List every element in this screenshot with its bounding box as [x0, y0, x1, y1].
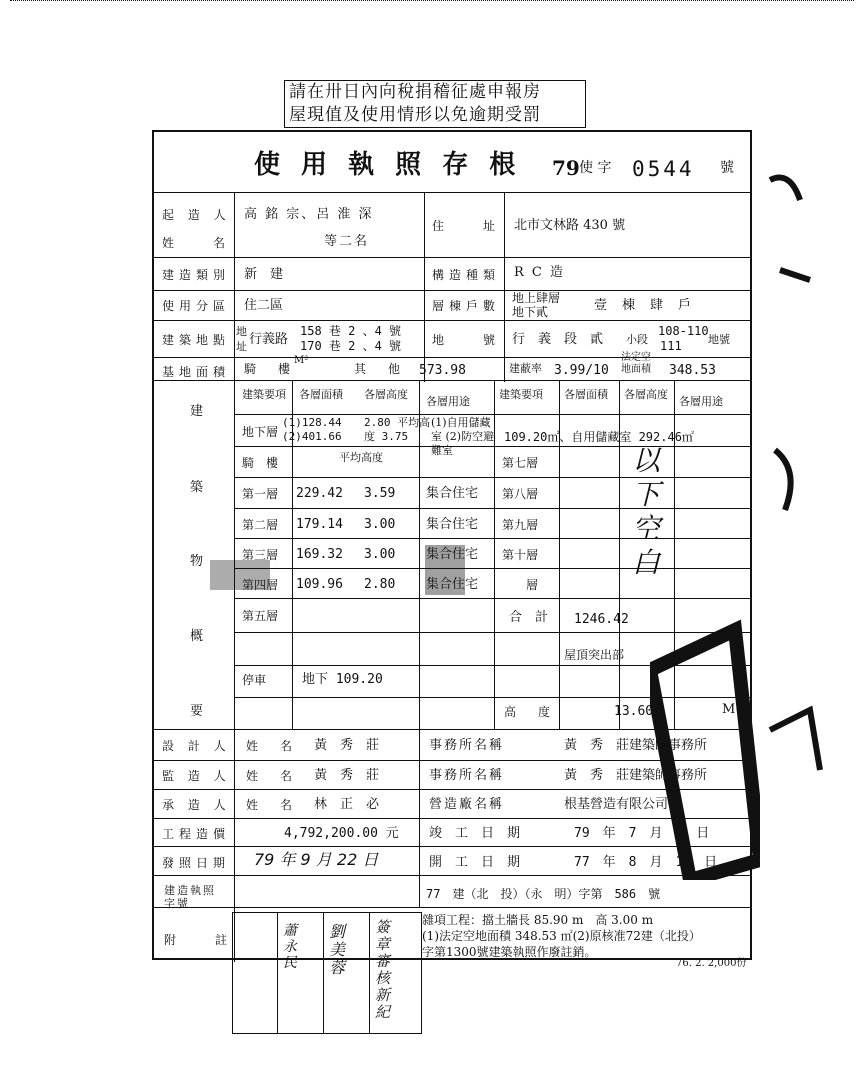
roof-label: 屋頂突出部 — [564, 648, 625, 662]
floor-height: 3.00 — [364, 547, 396, 562]
start-date-label: 開 工 日 期 — [429, 855, 521, 870]
height-label: 高 度 — [504, 705, 556, 719]
site-addr-label-1: 地 — [236, 325, 247, 338]
contractor-name-label: 姓 名 — [246, 798, 298, 812]
print-code: 76. 2. 2,000份 — [676, 958, 747, 969]
lot-numbers-2: 111 — [660, 339, 682, 353]
basement-note: 109.20㎡、自用儲藏室 292.46㎡ — [504, 430, 694, 444]
signature-stamp-3: 簽章審核新紀 — [375, 918, 391, 1021]
floor-name-right: 第八層 — [502, 487, 539, 501]
floor-name: 地下層 — [242, 425, 279, 439]
permit-no-label: 號 — [720, 160, 734, 176]
handwritten-blank-note: 以下空白 — [632, 444, 661, 579]
floors-below: 地下貳 — [512, 305, 549, 319]
site-lane-1: 158 巷 2 、4 號 — [300, 324, 402, 338]
col-use-header: 各層用途 — [426, 395, 470, 408]
floor-height: 3.59 — [364, 486, 396, 501]
scan-top-edge — [10, 0, 854, 5]
site-lane-2: 170 巷 2 、4 號 — [300, 339, 402, 353]
designer-office: 黃 秀 莊建築師事務所 — [564, 738, 708, 753]
contractor-name: 林 正 必 — [314, 797, 380, 812]
floor-name: 第四層 — [242, 578, 279, 592]
remarks-label: 附 註 — [164, 933, 233, 947]
designer-label: 設 計 人 — [162, 739, 231, 753]
permit-year: 79 — [552, 156, 580, 180]
supervisor-name-label: 姓 名 — [246, 769, 298, 783]
floor-name-right: 第七層 — [502, 456, 539, 470]
floor-height: 2.80 平均高度 3.75 — [364, 416, 431, 443]
col-area-header-2: 各層面積 — [564, 388, 608, 401]
issue-date-label: 發照日期 — [162, 856, 231, 870]
floor-area: 169.32 — [296, 547, 343, 562]
zoning-label: 使用分區 — [162, 299, 231, 313]
floors-above: 地上肆層 — [512, 291, 561, 305]
permit-char-label: 使 字 — [579, 160, 612, 176]
open-area: 348.53 — [669, 363, 716, 378]
completion-date: 79 年 7 月 9 日 — [574, 826, 710, 841]
floor-use: 集合住宅 — [426, 517, 479, 532]
remarks-line-1: 雜項工程：擋土牆長 85.90 m 高 3.00 m — [422, 913, 654, 927]
floor-use: 集合住宅 — [426, 547, 479, 562]
total-area: 1246.42 — [574, 612, 629, 627]
open-area-label: 法定空地面積 — [621, 352, 651, 375]
tax-notice — [284, 80, 586, 128]
owner-address-label: 住 址 — [432, 219, 501, 233]
building-permit-number: 77 建（北 投）（永 明）字第 586 號 — [426, 887, 661, 901]
contractor-office: 根基營造有限公司 — [564, 797, 669, 812]
parking-value: 地下 109.20 — [302, 672, 383, 687]
height-unit: M — [722, 702, 736, 717]
site-addr-label-2: 址 — [236, 340, 247, 353]
floor-use: (1)自用儲藏室 (2)防空避難室 — [431, 416, 495, 457]
completion-date-label: 竣 工 日 期 — [429, 826, 521, 841]
owner-label-bottom: 姓 名 — [162, 236, 231, 250]
floor-name: 第一層 — [242, 487, 279, 501]
site-area-label: 基地面積 — [162, 365, 231, 379]
site-road: 行義路 — [249, 332, 289, 347]
signature-stamps — [232, 912, 422, 1034]
construction-type: 新 建 — [244, 267, 284, 282]
cost-label: 工程造價 — [162, 827, 231, 841]
designer-office-label: 事務所名稱 — [429, 738, 505, 753]
floor-name: 第五層 — [242, 609, 279, 623]
form-title: 使 用 執 照 存 根 — [254, 150, 522, 180]
signature-stamp-2: 劉美蓉 — [329, 922, 346, 977]
col-item-header: 建築要項 — [242, 388, 286, 401]
coverage: 3.99/10 — [554, 363, 609, 378]
scan-speckle — [195, 540, 475, 610]
floor-use: 集合住宅 — [426, 486, 479, 501]
subsection-label: 小段 — [626, 333, 648, 346]
building-count: 壹 棟 肆 戶 — [594, 298, 693, 313]
supervisor-label: 監 造 人 — [162, 769, 231, 783]
floor-name-right: 第九層 — [502, 518, 539, 532]
parking-label: 停車 — [242, 673, 267, 687]
building-label-1: 建 — [190, 404, 204, 419]
structure-label: 構造種類 — [432, 268, 501, 282]
signature-stamp-1: 蕭永民 — [283, 923, 297, 971]
issue-date: 79 年 9 月 22 日 — [254, 850, 379, 869]
owner-names: 高 銘 宗、呂 淮 深 — [244, 207, 374, 222]
zoning: 住二區 — [244, 298, 284, 313]
arcade-label: 騎 樓 — [244, 362, 296, 376]
other-area-label: 其 他 — [354, 362, 406, 376]
owner-names-more: 等二名 — [324, 234, 370, 249]
lot-label: 地 號 — [432, 333, 501, 347]
col-height-header: 各層高度 — [364, 388, 408, 401]
designer-name: 黃 秀 莊 — [314, 738, 380, 753]
floor-area: 179.14 — [296, 517, 343, 532]
floor-name-right: 層 — [502, 578, 539, 592]
page-edge-shadow — [760, 150, 860, 910]
building-permit-label: 建造執照字號 — [164, 884, 216, 910]
floor-use: 集合住宅 — [426, 577, 479, 592]
floor-name-right: 第十層 — [502, 548, 539, 562]
floor-name: 第二層 — [242, 518, 279, 532]
supervisor-office-label: 事務所名稱 — [429, 768, 505, 783]
floor-area: 229.42 — [296, 486, 343, 501]
lot-section: 行 義 段 貳 — [512, 332, 604, 347]
owner-label-top: 起 造 人 — [162, 208, 231, 222]
construction-type-label: 建造類別 — [162, 268, 231, 282]
start-date: 77 年 8 月 19 日 — [574, 855, 718, 870]
seal-stamp-fragment — [650, 560, 760, 880]
col-height-header-2: 各層高度 — [624, 388, 668, 401]
supervisor-name: 黃 秀 莊 — [314, 768, 380, 783]
floor-area: 109.96 — [296, 577, 343, 592]
site-label: 建築地點 — [162, 333, 231, 347]
coverage-label: 建蔽率 — [509, 362, 542, 375]
total-label: 合 計 — [509, 610, 549, 625]
remarks-line-2: (1)法定空地面積 348.53 ㎡(2)原核准72建（北投） — [422, 929, 701, 943]
remarks-line-3: 字第1300號建築執照作廢註銷。 — [422, 945, 597, 959]
lot-numbers: 108-110 — [658, 324, 709, 338]
other-area: 573.98 — [419, 363, 466, 378]
permit-number: 0544 — [632, 157, 695, 181]
floor-area: (1)128.44 (2)401.66 — [282, 416, 342, 443]
tax-notice-line2: 屋現值及使用情形以免逾期受罰 — [289, 105, 541, 125]
cost-value: 4,792,200.00 元 — [284, 826, 399, 841]
supervisor-office: 黃 秀 莊建築師事務所 — [564, 768, 708, 783]
building-label-3: 物 — [190, 554, 204, 569]
floor-height: 3.00 — [364, 517, 396, 532]
floor-height: 平均高度 — [339, 451, 383, 464]
building-label-5: 要 — [190, 704, 204, 719]
contractor-office-label: 營造廠名稱 — [429, 797, 505, 812]
floor-height: 2.80 — [364, 577, 396, 592]
building-label-2: 築 — [190, 480, 204, 495]
structure-type: R C 造 — [514, 265, 565, 280]
tax-notice-line1: 請在卅日內向稅捐稽征處申報房 — [289, 82, 541, 102]
height-value: 13.60 — [614, 704, 654, 719]
col-use-header-2: 各層用途 — [679, 395, 723, 408]
area-unit: M² — [294, 355, 309, 366]
col-area-header: 各層面積 — [299, 388, 343, 401]
owner-address: 北市文林路 430 號 — [514, 218, 626, 233]
designer-name-label: 姓 名 — [246, 739, 298, 753]
building-label-4: 概 — [190, 629, 204, 644]
col-item-header-2: 建築要項 — [499, 388, 543, 401]
floor-name: 騎 樓 — [242, 456, 279, 470]
floors-units-label: 層棟戶數 — [432, 299, 501, 313]
contractor-label: 承 造 人 — [162, 798, 231, 812]
lot-suffix: 地號 — [708, 333, 730, 346]
floor-name: 第三層 — [242, 548, 279, 562]
